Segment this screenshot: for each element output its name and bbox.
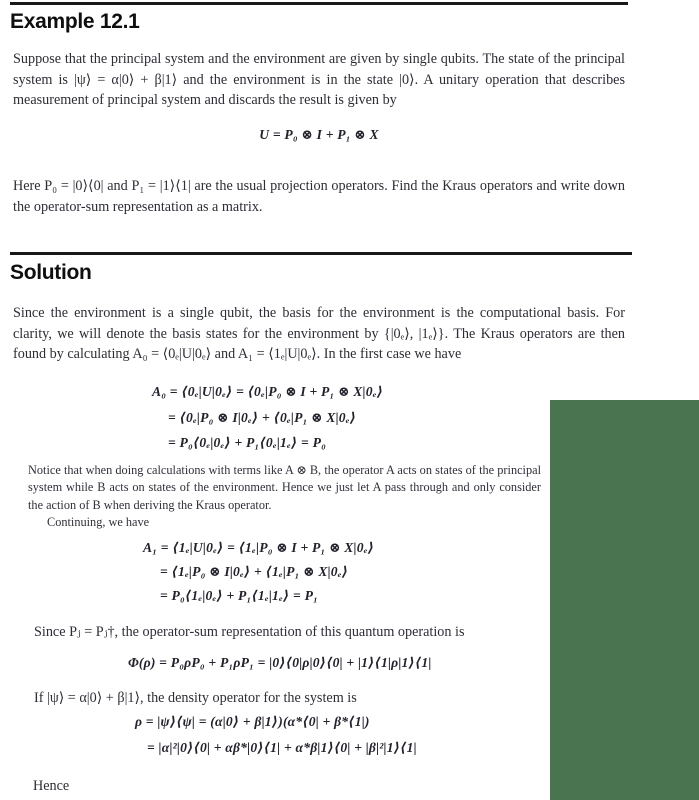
- top-divider: [10, 2, 628, 5]
- solution-title: Solution: [10, 261, 92, 284]
- equation-a1: [143, 541, 374, 603]
- hence-label: Hence: [33, 778, 70, 794]
- example-task-paragraph: Here P₀ = |0⟩⟨0| and P₁ = |1⟩⟨1| are the usual projection operators. Find the Kraus operators and write down the operator-sum representation as a matrix.: [13, 178, 625, 215]
- equation-a0-line-2: = ⟨0ₑ|P₀ ⊗ I|0ₑ⟩ + ⟨0ₑ|P₁ ⊗ X|0ₑ⟩: [168, 409, 357, 425]
- example-intro-paragraph: Suppose that the principal system and the environment are given by single qubits. The state of the principal system is |ψ⟩ = α|0⟩ + β|1⟩ and the environment is in the state |0⟩. A unitary operation that describes measurement of principal system and discards the result is given by: [13, 51, 625, 109]
- equation-a0-line-3: = P₀⟨0ₑ|0ₑ⟩ + P₁⟨0ₑ|1ₑ⟩ = P₀: [168, 435, 327, 450]
- equation-a1-line-1: A₁ = ⟨1ₑ|U|0ₑ⟩ = ⟨1ₑ|P₀ ⊗ I + P₁ ⊗ X|0ₑ⟩: [143, 540, 375, 555]
- equation-unitary: U = P₀ ⊗ I + P₁ ⊗ X: [259, 127, 379, 142]
- density-intro-paragraph: If |ψ⟩ = α|0⟩ + β|1⟩, the density operator for the system is: [34, 690, 357, 706]
- solution-divider: [10, 252, 632, 255]
- equation-density-line-2: = |α|²|0⟩⟨0| + αβ*|0⟩⟨1| + α*β|1⟩⟨0| + |β|²|1⟩⟨1|: [147, 740, 417, 755]
- note-paragraph: Notice that when doing calculations with terms like A ⊗ B, the operator A acts on states of the principal system while B acts on states of the environment. Hence we just let A pass through and only consider the action of B when deriving the Kraus operator.: [28, 463, 541, 512]
- equation-a0-line-1: A₀ = ⟨0ₑ|U|0ₑ⟩ = ⟨0ₑ|P₀ ⊗ I + P₁ ⊗ X|0ₑ⟩: [152, 384, 384, 399]
- operator-sum-intro-paragraph: Since Pⱼ = Pⱼ†, the operator-sum representation of this quantum operation is: [34, 624, 465, 640]
- green-rectangle-overlay: [550, 400, 699, 800]
- equation-density: [135, 715, 417, 755]
- continuing-line: Continuing, we have: [47, 515, 150, 529]
- equation-a0: [152, 385, 383, 450]
- example-title: Example 12.1: [10, 10, 140, 33]
- equation-a1-line-3: = P₀⟨1ₑ|0ₑ⟩ + P₁⟨1ₑ|1ₑ⟩ = P₁: [160, 588, 319, 603]
- equation-operator-sum: [128, 656, 432, 670]
- equation-operator-sum-line: Φ(ρ) = P₀ρP₀ + P₁ρP₁ = |0⟩⟨0|ρ|0⟩⟨0| + |1⟩⟨1|ρ|1⟩⟨1|: [128, 655, 432, 670]
- equation-density-line-1: ρ = |ψ⟩⟨ψ| = (α|0⟩ + β|1⟩)(α*⟨0| + β*⟨1|): [135, 714, 370, 729]
- solution-intro-paragraph: Since the environment is a single qubit, the basis for the environment is the computational basis. For clarity, we will denote the basis states for the environment by {|0ₑ⟩, |1ₑ⟩}. The Kraus operators are then found by calculating A₀ = ⟨0ₑ|U|0ₑ⟩ and A₁ = ⟨1ₑ|U|0ₑ⟩. In the first case we have: [13, 305, 625, 363]
- equation-a1-line-2: = ⟨1ₑ|P₀ ⊗ I|0ₑ⟩ + ⟨1ₑ|P₁ ⊗ X|0ₑ⟩: [160, 564, 349, 579]
